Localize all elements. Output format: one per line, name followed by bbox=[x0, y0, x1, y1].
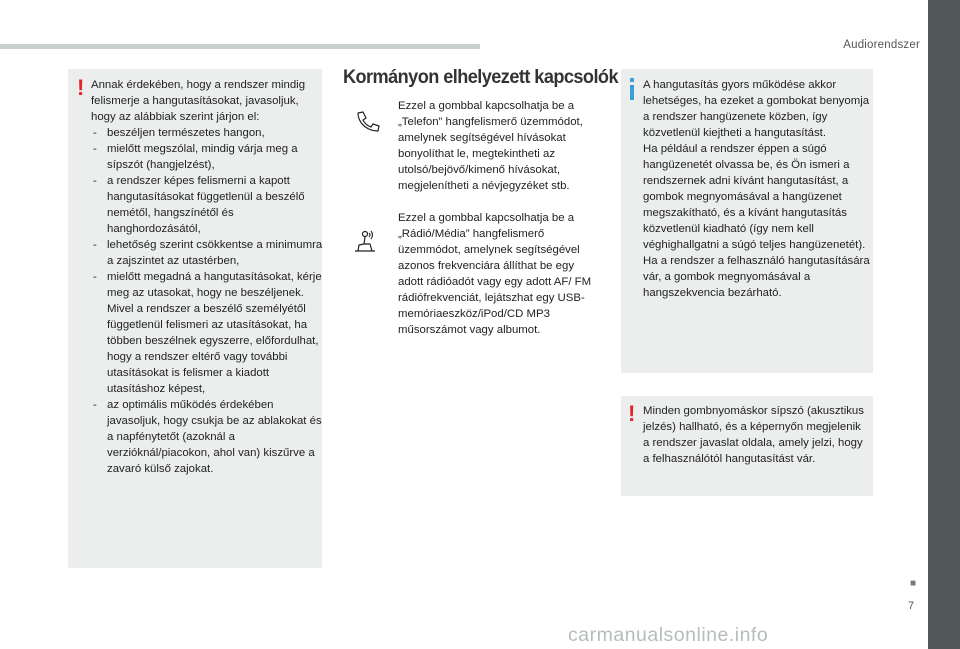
page-number: 7 bbox=[908, 600, 915, 612]
voice-button-text: Ezzel a gombbal kapcsolhatja be a „Rádió/Média” hangfelismerő üzemmódot, amelynek segítségével azonos frekvenciára állíthat be egy adott rádióadót vagy egy adott AF/ FM rádiófrekvenciát, lejátszhat egy USB-memóriaeszköz/iPod/CD MP3 műsorszámot vagy albumot. bbox=[398, 212, 592, 336]
watermark-text: carmanualsonline.info bbox=[568, 624, 769, 646]
info-paragraph-2: Ha például a rendszer éppen a súgó hangüzenetét olvassa be, és Ön ismeri a rendszernek adni kívánt hangutasítást, a gombok megnyomásával a hangüzenet megszakítható, és a kívánt hangutasítás közvetlenül kiadható (így nem kell véghighallgatni a súgó teljes hangüzenetét). bbox=[643, 143, 866, 251]
info-paragraph-3: Ha a rendszer a felhasználó hangutasítására vár, a gombok megnyomásával a hangszekvencia bezárható. bbox=[643, 255, 870, 299]
right-warning-text: Minden gombnyomáskor sípszó (akusztikus jelzés) hallható, és a képernyőn megjelenik a rendszer javaslat oldala, amely jelzi, hogy a felhasználótól hangutasítást vár. bbox=[643, 405, 864, 465]
warning-icon: ! bbox=[628, 401, 636, 426]
info-paragraph-1: A hangutasítás gyors működése akkor lehetséges, ha ezeket a gombokat benyomja a rendszer hangüzenete közben, így közvetlenül kiejtheti a hangutasítást. bbox=[643, 79, 870, 139]
list-item: - mielőtt megadná a hangutasításokat, kérje meg az utasokat, hogy ne beszéljenek. Mivel a rendszer a beszélő személyétől függetlenül felismeri az utasításokat, ha többen beszélnek egyszerre, előfordulhat, hogy a rendszer eltérő vagy további utasításokat is felismer a kiadott utasításhoz képest, bbox=[91, 269, 323, 397]
page-title: Kormányon elhelyezett kapcsolók bbox=[343, 66, 618, 88]
list-item: - mielőtt megszólal, mindig várja meg a sípszót (hangjelzést), bbox=[91, 141, 323, 173]
info-icon bbox=[628, 78, 636, 100]
phone-button-text: Ezzel a gombbal kapcsolhatja be a „Telefon” hangfelismerő üzemmódot, amelynek segítségével hívásokat bonyolíthat le, megtekintheti az utolsó/bejövő/kimenő hívásokat, megjelenítheti a névjegyzéket stb. bbox=[398, 100, 583, 192]
list-item: - a rendszer képes felismerni a kapott hangutasításokat függetlenül a beszélő nemétől, hangszínétől és hanghordozásától, bbox=[91, 173, 323, 237]
left-box-intro: Annak érdekében, hogy a rendszer mindig felismerje a hangutasításokat, javasoljuk, hogy az alábbiak szerint járjon el: bbox=[91, 79, 306, 123]
list-item: - az optimális működés érdekében javasoljuk, hogy csukja be az ablakokat és a napfénytetőt (azoknál a verzióknál/piacokon, ahol van) kiszűrve a zavaró külső zajokat. bbox=[91, 397, 323, 477]
section-title: Audiorendszer bbox=[843, 39, 920, 51]
top-rule bbox=[0, 44, 480, 49]
left-box-content bbox=[91, 77, 323, 477]
phone-icon bbox=[355, 110, 381, 132]
list-item: - lehetőség szerint csökkentse a minimumra a zajszintet az utastérben, bbox=[91, 237, 323, 269]
continued-mark: ■ bbox=[910, 578, 917, 589]
chapter-sidebar bbox=[928, 0, 960, 649]
info-box-content bbox=[643, 77, 871, 301]
tips-list bbox=[91, 125, 323, 477]
warning-icon: ! bbox=[77, 75, 85, 100]
list-item: - beszéljen természetes hangon, bbox=[91, 125, 323, 141]
voice-command-icon bbox=[353, 229, 377, 253]
